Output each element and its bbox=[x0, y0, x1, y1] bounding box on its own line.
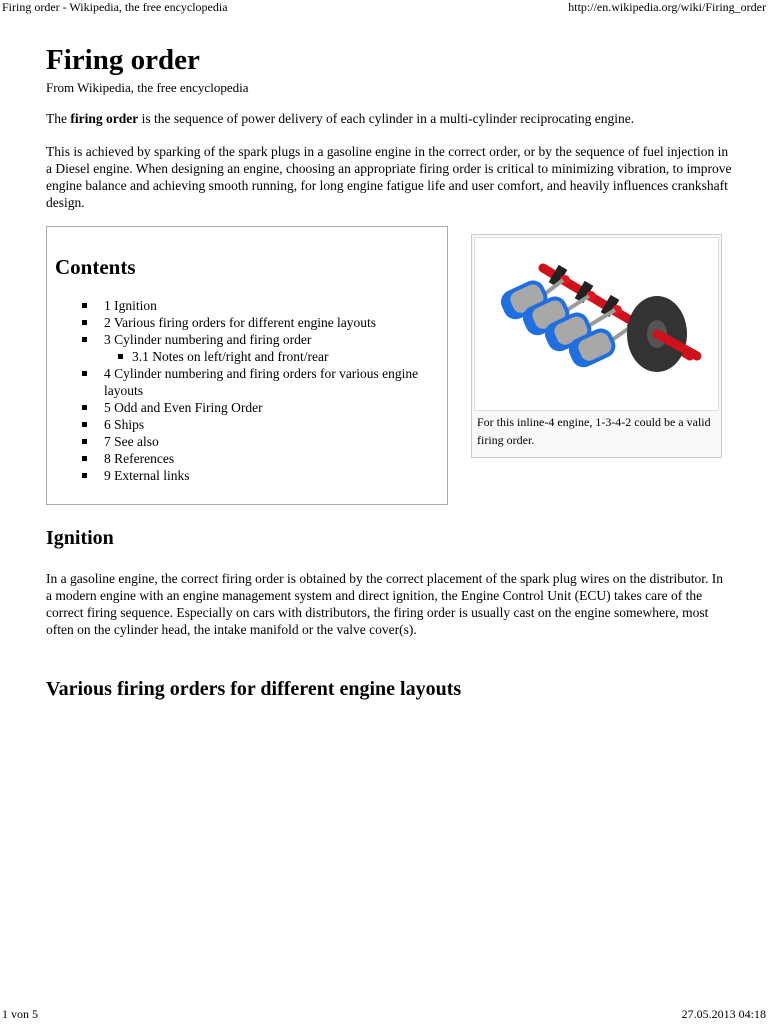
figure-caption: For this inline-4 engine, 1-3-4-2 could be a valid firing order. bbox=[477, 415, 711, 447]
bullet-icon bbox=[82, 405, 87, 410]
section-heading-ignition: Ignition bbox=[46, 527, 114, 549]
toc-title: Contents bbox=[55, 255, 136, 279]
table-of-contents bbox=[46, 226, 448, 505]
toc-item-label[interactable]: 2 Various firing orders for different engine layouts bbox=[104, 315, 377, 330]
intro-paragraph bbox=[46, 110, 736, 127]
toc-item-label[interactable]: 8 References bbox=[104, 451, 175, 466]
toc-item-label[interactable]: 5 Odd and Even Firing Order bbox=[104, 400, 263, 415]
intro-text-before: The bbox=[46, 111, 71, 126]
bullet-icon bbox=[82, 337, 87, 342]
toc-item-external-links[interactable] bbox=[80, 467, 444, 484]
bullet-icon bbox=[82, 439, 87, 444]
bullet-icon bbox=[118, 354, 123, 359]
toc-item-ignition[interactable] bbox=[80, 297, 444, 314]
engine-figure bbox=[471, 234, 722, 458]
bullet-icon bbox=[82, 320, 87, 325]
section-heading-various-firing-orders: Various firing orders for different engine layouts bbox=[46, 678, 462, 700]
toc-item-label[interactable]: 7 See also bbox=[104, 434, 159, 449]
ignition-paragraph: In a gasoline engine, the correct firing order is obtained by the correct placement of the spark plug wires on the distributor. In a modern engine with an engine management system and direct ignition, the Engine Control Unit (ECU) takes care of the correct firing sequence. Especially on cars with distributors, the firing order is usually cast on the engine somewhere, most often on the cylinder head, the intake manifold or the valve cover(s). bbox=[46, 571, 724, 637]
bullet-icon bbox=[82, 422, 87, 427]
bullet-icon bbox=[82, 371, 87, 376]
print-footer-page: 1 von 5 bbox=[2, 1007, 38, 1021]
intro-paragraph-2: This is achieved by sparking of the spark plugs in a gasoline engine in the correct order, or by the sequence of fuel injection in a Diesel engine. When designing an engine, choosing an appropriate firing order is critical to minimizing vibration, to improve engine balance and achieving smooth running, for long engine fatigue life and user comfort, and heavily influences crankshaft design. bbox=[46, 144, 732, 210]
print-footer-datetime: 27.05.2013 04:18 bbox=[681, 1007, 766, 1021]
toc-item-label[interactable]: 6 Ships bbox=[104, 417, 145, 432]
toc-item-cylinder-numbering-various[interactable] bbox=[80, 365, 444, 399]
toc-item-ships[interactable] bbox=[80, 416, 444, 433]
intro-bold-term: firing order bbox=[70, 111, 139, 126]
page-title: Firing order bbox=[46, 44, 200, 76]
toc-item-odd-even[interactable] bbox=[80, 399, 444, 416]
page-subtitle: From Wikipedia, the free encyclopedia bbox=[46, 80, 249, 95]
print-header-title: Firing order - Wikipedia, the free encyclopedia bbox=[2, 0, 228, 14]
flywheel bbox=[627, 296, 697, 372]
bullet-icon bbox=[82, 456, 87, 461]
toc-item-label[interactable]: 9 External links bbox=[104, 468, 190, 483]
toc-item-label[interactable]: 3.1 Notes on left/right and front/rear bbox=[132, 349, 329, 364]
cylinders bbox=[497, 277, 619, 372]
print-header-url[interactable]: http://en.wikipedia.org/wiki/Firing_order bbox=[568, 0, 766, 14]
inline-4-engine-illustration bbox=[475, 238, 718, 410]
bullet-icon bbox=[82, 303, 87, 308]
toc-item-see-also[interactable] bbox=[80, 433, 444, 450]
toc-list bbox=[80, 297, 444, 484]
toc-item-cylinder-numbering[interactable] bbox=[80, 331, 444, 348]
engine-image[interactable] bbox=[474, 237, 719, 411]
toc-item-label[interactable]: 1 Ignition bbox=[104, 298, 157, 313]
toc-item-notes-left-right[interactable] bbox=[80, 348, 444, 365]
bullet-icon bbox=[82, 473, 87, 478]
intro-text-after: is the sequence of power delivery of each cylinder in a multi-cylinder reciprocating engine. bbox=[138, 111, 635, 126]
toc-item-various-firing-orders[interactable] bbox=[80, 314, 444, 331]
toc-item-label[interactable]: 4 Cylinder numbering and firing orders for various engine layouts bbox=[104, 366, 419, 398]
toc-item-references[interactable] bbox=[80, 450, 444, 467]
toc-item-label[interactable]: 3 Cylinder numbering and firing order bbox=[104, 332, 312, 347]
